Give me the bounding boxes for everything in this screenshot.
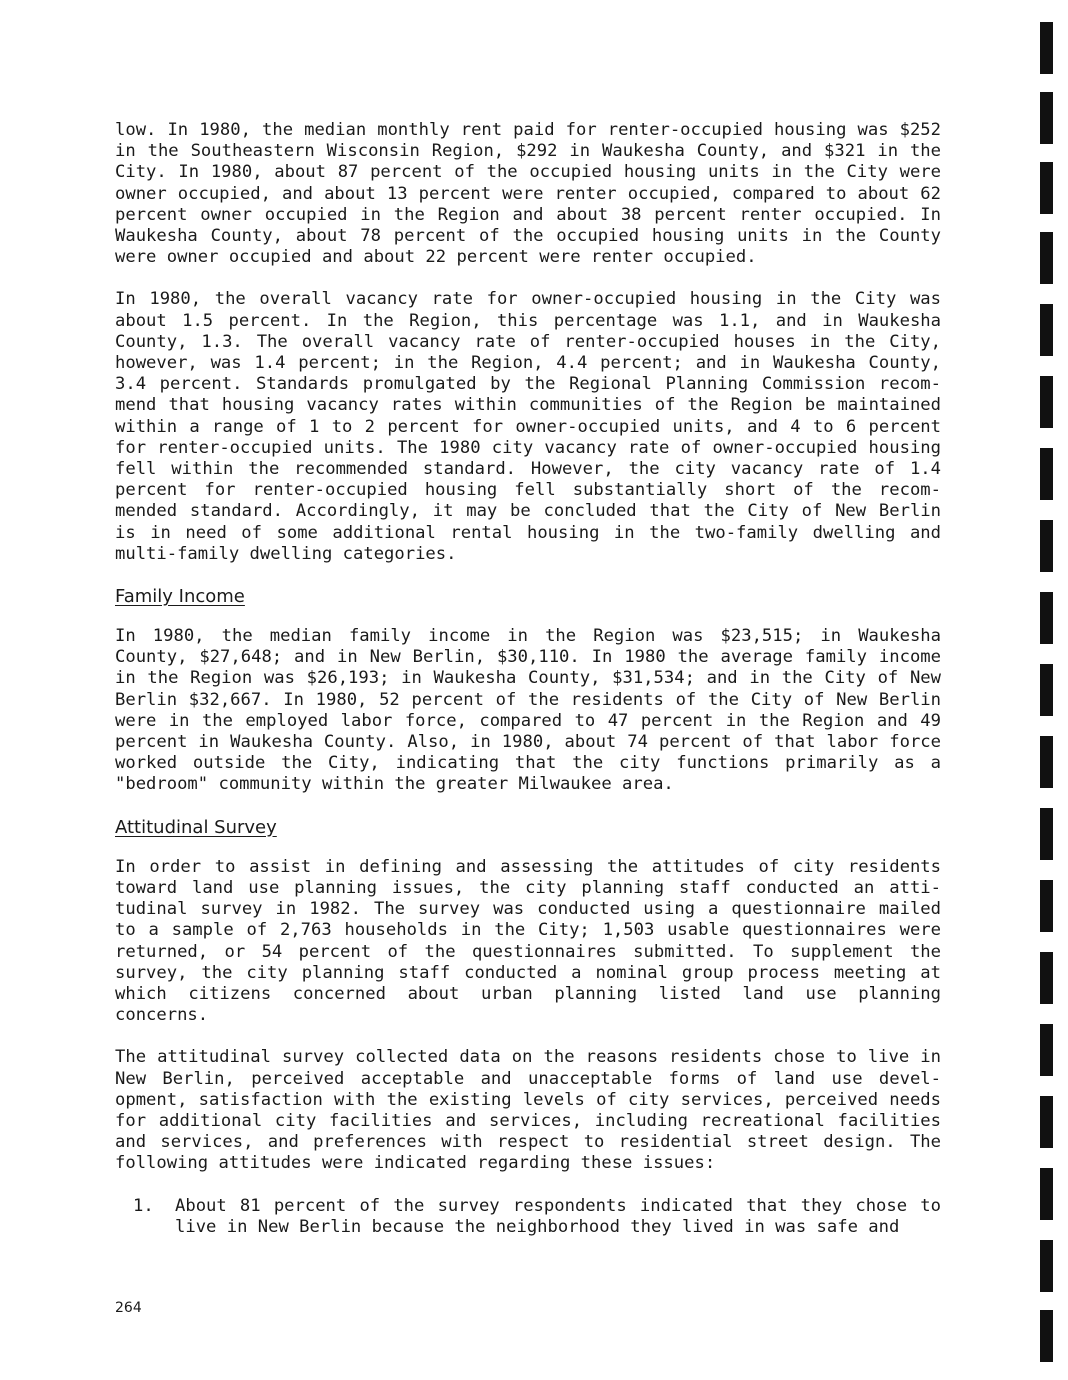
edge-mark	[1040, 664, 1053, 716]
edge-mark	[1040, 304, 1053, 356]
paragraph-family-income: In 1980, the median family income in the Region was $23,515; in Waukesha County, $27,648; and in New Berlin, $30,110. In 1980 the average family income in the Region was $26,193; in Waukesha County, $31,534; and in the City of New Berlin $32,667. In 1980, 52 percent of the residents of the City of New Berlin were in the employed labor force, compared to 47 percent in the Region and 49 percent in Waukesha County. Also, in 1980, about 74 percent of that labor force worked outside the City, indicating that the city functions primarily as a "bedroom" community within the greater Milwaukee area.	[115, 626, 941, 795]
edge-mark	[1040, 520, 1053, 572]
edge-mark	[1040, 162, 1053, 214]
edge-mark	[1040, 592, 1053, 644]
list-item	[115, 1196, 941, 1238]
edge-mark	[1040, 1096, 1053, 1148]
edge-mark	[1040, 22, 1053, 74]
edge-mark	[1040, 736, 1053, 788]
paragraph-survey-method: In order to assist in defining and assessing the attitudes of city residents toward land use planning issues, the city planning staff conducted an atti-tudinal survey in 1982. The survey was conducted using a questionnaire mailed to a sample of 2,763 households in the City; 1,503 usable questionnaires were returned, or 54 percent of the questionnaires submitted. To supplement the survey, the city planning staff conducted a nominal group process meeting at which citizens concerned about urban planning listed land use planning concerns.	[115, 856, 941, 1026]
document-body	[115, 120, 941, 1238]
paragraph-vacancy-rate: In 1980, the overall vacancy rate for owner-occupied housing in the City was about 1.5 percent. In the Region, this percentage was 1.1, and in Waukesha County, 1.3. The overall vacancy rate of renter-occupied houses in the City, however, was 1.4 percent; in the Region, 4.4 percent; and in Waukesha County, 3.4 percent. Standards promulgated by the Regional Planning Commission recom-mend that housing vacancy rates within communities of the Region be maintained within a range of 1 to 2 percent for owner-occupied units, and 4 to 6 percent for renter-occupied units. The 1980 city vacancy rate of owner-occupied housing fell within the recommended standard. However, the city vacancy rate of 1.4 percent for renter-occupied housing fell substantially short of the recom-mended standard. Accordingly, it may be concluded that the City of New Berlin is in need of some additional rental housing in the two-family dwelling and multi-family dwelling categories.	[115, 289, 941, 564]
paragraph-housing-rent: low. In 1980, the median monthly rent paid for renter-occupied housing was $252 in the Southeastern Wisconsin Region, $292 in Waukesha County, and $321 in the City. In 1980, about 87 percent of the occupied housing units in the City were owner occupied, and about 13 percent were renter occupied, compared to about 62 percent owner occupied in the Region and about 38 percent renter occupied. In Waukesha County, about 78 percent of the occupied housing units in the County were owner occupied and about 22 percent were renter occupied.	[115, 120, 941, 268]
list-item-text: About 81 percent of the survey respondents indicated that they chose to live in New Berlin because the neighborhood they lived in was safe and	[175, 1195, 941, 1237]
edge-mark	[1040, 1024, 1053, 1076]
edge-mark	[1040, 1240, 1053, 1292]
list-item-number: 1.	[133, 1195, 154, 1216]
edge-mark	[1040, 376, 1053, 428]
scan-edge-marks	[1040, 0, 1060, 1380]
heading-family-income: Family Income	[115, 586, 245, 608]
edge-mark	[1040, 1168, 1053, 1220]
edge-mark	[1040, 880, 1053, 932]
paragraph-survey-topics: The attitudinal survey collected data on the reasons residents chose to live in New Berlin, perceived acceptable and unacceptable forms of land use devel-opment, satisfaction with the existing levels of city services, perceived needs for additional city facilities and services, including recreational facilities and services, and preferences with respect to residential street design. The following attitudes were indicated regarding these issues:	[115, 1047, 941, 1174]
edge-mark	[1040, 448, 1053, 500]
edge-mark	[1040, 92, 1053, 144]
page-number: 264	[115, 1300, 142, 1316]
heading-attitudinal-survey: Attitudinal Survey	[115, 816, 277, 838]
edge-mark	[1040, 232, 1053, 284]
edge-mark	[1040, 1310, 1053, 1362]
edge-mark	[1040, 952, 1053, 1004]
edge-mark	[1040, 808, 1053, 860]
